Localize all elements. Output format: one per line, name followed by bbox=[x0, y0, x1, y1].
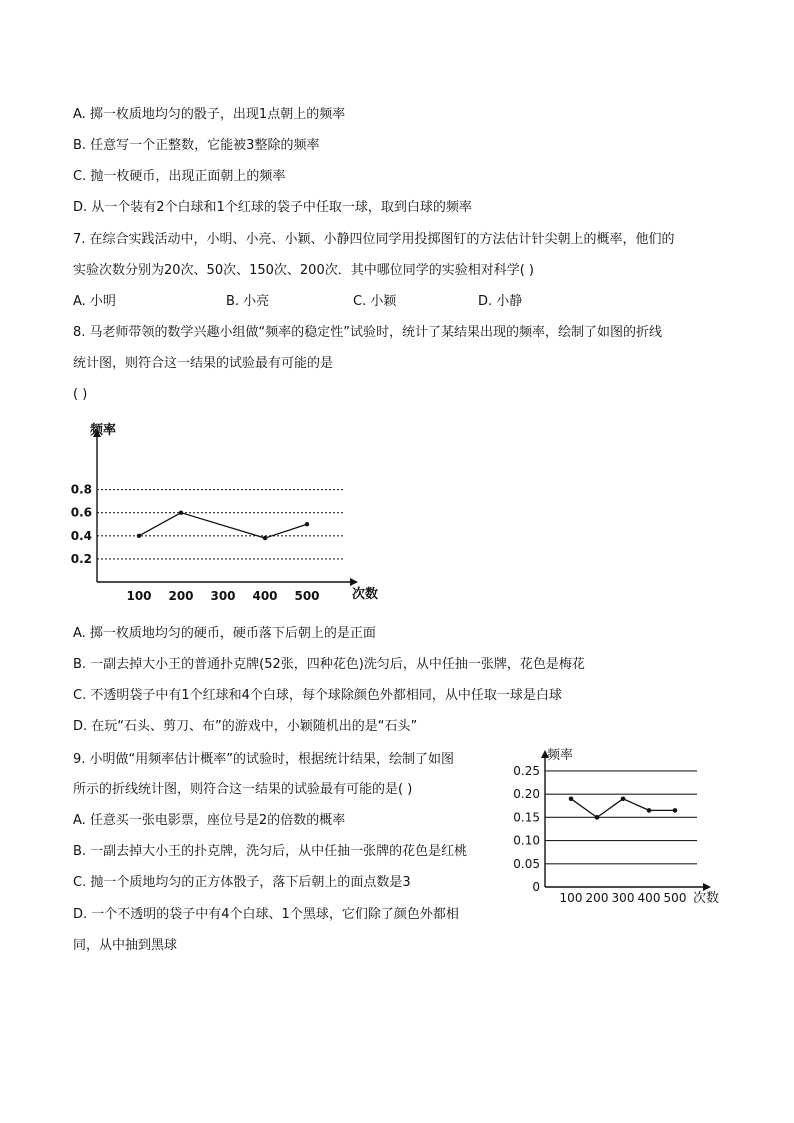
q7-stem-line1: 7. 在综合实践活动中，小明、小亮、小颖、小静四位同学用投掷图钉的方法估计针尖朝上的概率，他们的 bbox=[73, 232, 675, 247]
chart1-y-tick-label: 0.2 bbox=[70, 551, 92, 566]
chart1-y-tick-label: 0.4 bbox=[70, 528, 92, 543]
chart2-x-tick-label: 200 bbox=[585, 891, 609, 905]
q7-option-a: A. 小明 bbox=[73, 294, 116, 309]
q7-option-c: C. 小颖 bbox=[353, 294, 397, 309]
q9-option-d-continued: 同，从中抽到黑球 bbox=[73, 938, 178, 953]
q8-option-d: D. 在玩“石头、剪刀、布”的游戏中，小颖随机出的是“石头” bbox=[73, 719, 418, 734]
chart2-x-tick-label: 400 bbox=[637, 891, 661, 905]
q8-stem-line1: 8. 马老师带领的数学兴趣小组做“频率的稳定性”试验时，统计了某结果出现的频率，绘制了如图的折线 bbox=[73, 325, 663, 340]
chart2-x-tick-label: 100 bbox=[559, 891, 583, 905]
chart1-series-line bbox=[139, 513, 307, 538]
chart1-data-point bbox=[179, 510, 183, 514]
chart1-x-tick-label: 400 bbox=[252, 589, 278, 603]
q7-stem-line2: 实验次数分别为20次、50次、150次、200次．其中哪位同学的实验相对科学( ) bbox=[73, 263, 534, 278]
chart1-x-tick-label: 100 bbox=[126, 589, 152, 603]
q6-option-d: D. 从一个装有2个白球和1个红球的袋子中任取一球，取到白球的频率 bbox=[73, 200, 472, 215]
chart2-data-point bbox=[673, 808, 678, 813]
q9-option-b: B. 一副去掉大小王的扑克牌，洗匀后，从中任抽一张牌的花色是红桃 bbox=[73, 844, 468, 859]
chart1-data-point bbox=[305, 522, 309, 526]
chart2-y-axis-label: 频率 bbox=[547, 748, 574, 763]
q8-option-a: A. 掷一枚质地均匀的硬币，硬币落下后朝上的是正面 bbox=[73, 626, 376, 641]
chart2-y-tick-label: 0.20 bbox=[513, 787, 540, 802]
chart1-data-point bbox=[263, 536, 267, 540]
q9-stem-line2: 所示的折线统计图，则符合这一结果的试验最有可能的是( ) bbox=[73, 782, 413, 797]
q8-stem-line2: 统计图，则符合这一结果的试验最有可能的是 bbox=[73, 356, 334, 371]
chart1-y-tick-label: 0.6 bbox=[70, 505, 92, 520]
chart1-y-axis-label: 频率 bbox=[90, 423, 117, 438]
chart1-y-tick-label: 0.8 bbox=[70, 482, 92, 497]
chart2-y-tick-label: 0 bbox=[532, 880, 540, 894]
chart1-x-tick-label: 300 bbox=[210, 589, 236, 603]
q9-option-a: A. 任意买一张电影票，座位号是2的倍数的概率 bbox=[73, 813, 346, 828]
chart2-data-point bbox=[595, 815, 600, 820]
chart2-y-tick-label: 0.15 bbox=[513, 810, 540, 825]
q6-option-a: A. 掷一枚质地均匀的骰子，出现1点朝上的频率 bbox=[73, 107, 346, 122]
chart2-y-tick-label: 0.25 bbox=[513, 763, 540, 778]
chart2-x-axis-label: 次数 bbox=[693, 891, 720, 906]
chart1-x-tick-label: 200 bbox=[168, 589, 194, 603]
q8-option-b: B. 一副去掉大小王的普通扑克牌(52张，四种花色)洗匀后，从中任抽一张牌，花色是梅花 bbox=[73, 657, 585, 672]
chart2-x-tick-label: 500 bbox=[663, 891, 687, 905]
chart2-y-tick-label: 0.10 bbox=[513, 833, 540, 848]
q9-option-c: C. 抛一个质地均匀的正方体骰子，落下后朝上的面点数是3 bbox=[73, 875, 411, 890]
chart2-series-line bbox=[571, 799, 675, 818]
chart2-x-tick-label: 300 bbox=[611, 891, 635, 905]
q9-stem-line1: 9. 小明做“用频率估计概率”的试验时，根据统计结果，绘制了如图 bbox=[73, 752, 455, 767]
chart1-x-axis-arrow bbox=[350, 578, 358, 586]
q8-option-c: C. 不透明袋子中有1个红球和4个白球，每个球除颜色外都相同，从中任取一球是白球 bbox=[73, 688, 562, 703]
q6-option-c: C. 抛一枚硬币，出现正面朝上的频率 bbox=[73, 169, 286, 184]
q9-frequency-line-chart bbox=[505, 742, 740, 912]
q9-option-d: D. 一个不透明的袋子中有4个白球、1个黑球，它们除了颜色外都相 bbox=[73, 907, 459, 922]
chart2-data-point bbox=[569, 796, 574, 801]
chart1-data-point bbox=[137, 534, 141, 538]
chart2-data-point bbox=[647, 808, 652, 813]
chart2-data-point bbox=[621, 796, 626, 801]
chart2-x-axis-arrow bbox=[703, 883, 711, 891]
chart2-y-tick-label: 0.05 bbox=[513, 856, 540, 871]
chart1-x-axis-label: 次数 bbox=[352, 587, 379, 602]
q8-answer-paren: ( ) bbox=[73, 387, 88, 402]
q6-option-b: B. 任意写一个正整数，它能被3整除的频率 bbox=[73, 138, 320, 153]
chart1-x-tick-label: 500 bbox=[294, 589, 320, 603]
q8-frequency-line-chart bbox=[60, 415, 400, 610]
q7-option-d: D. 小静 bbox=[478, 294, 523, 309]
q7-option-b: B. 小亮 bbox=[226, 294, 270, 309]
